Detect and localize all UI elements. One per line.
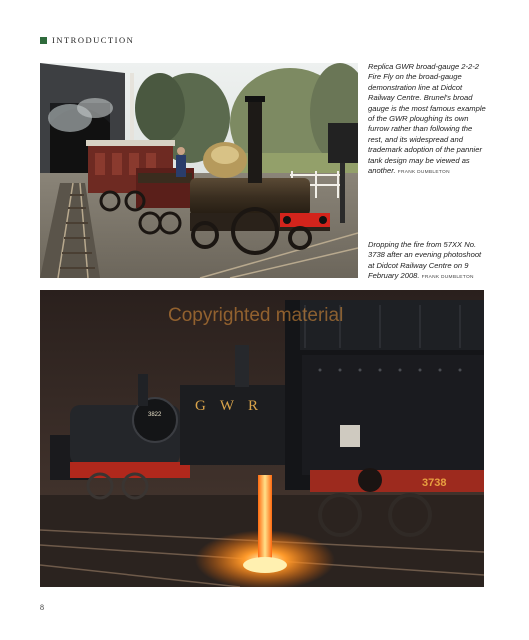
bufferbeam-number: 3738 — [422, 477, 447, 489]
caption-fire-fly — [368, 62, 488, 178]
photo-dropping-fire — [40, 290, 484, 587]
photo-credit: FRANK DUMBLETON — [421, 275, 474, 281]
section-marker-icon — [40, 37, 47, 44]
caption-text: Replica GWR broad-gauge 2-2-2 Fire Fly on the broad-gauge demonstration line at Didcot Railway Centre. Brunel's broad gauge is the most famous example of the GWR ploughing its own furrow rather than following the rest, and its widespread and trademark adoption of the pannier tank design may be viewed as another. — [368, 62, 486, 176]
photo-credit: FRANK DUMBLETON — [397, 170, 450, 176]
tender-lettering: GWR — [195, 398, 272, 414]
page-header — [40, 35, 134, 45]
page-number: 8 — [40, 603, 44, 612]
caption-dropping-fire — [368, 240, 488, 284]
photo-fire-fly — [40, 63, 358, 278]
smokebox-number: 3822 — [148, 412, 162, 418]
caption-text: Dropping the fire from 57XX No. 3738 after an evening photoshoot at Didcot Railway Centre on 9 February 2008. — [368, 240, 482, 281]
section-title: INTRODUCTION — [52, 35, 135, 45]
watermark: Copyrighted material — [168, 305, 344, 326]
